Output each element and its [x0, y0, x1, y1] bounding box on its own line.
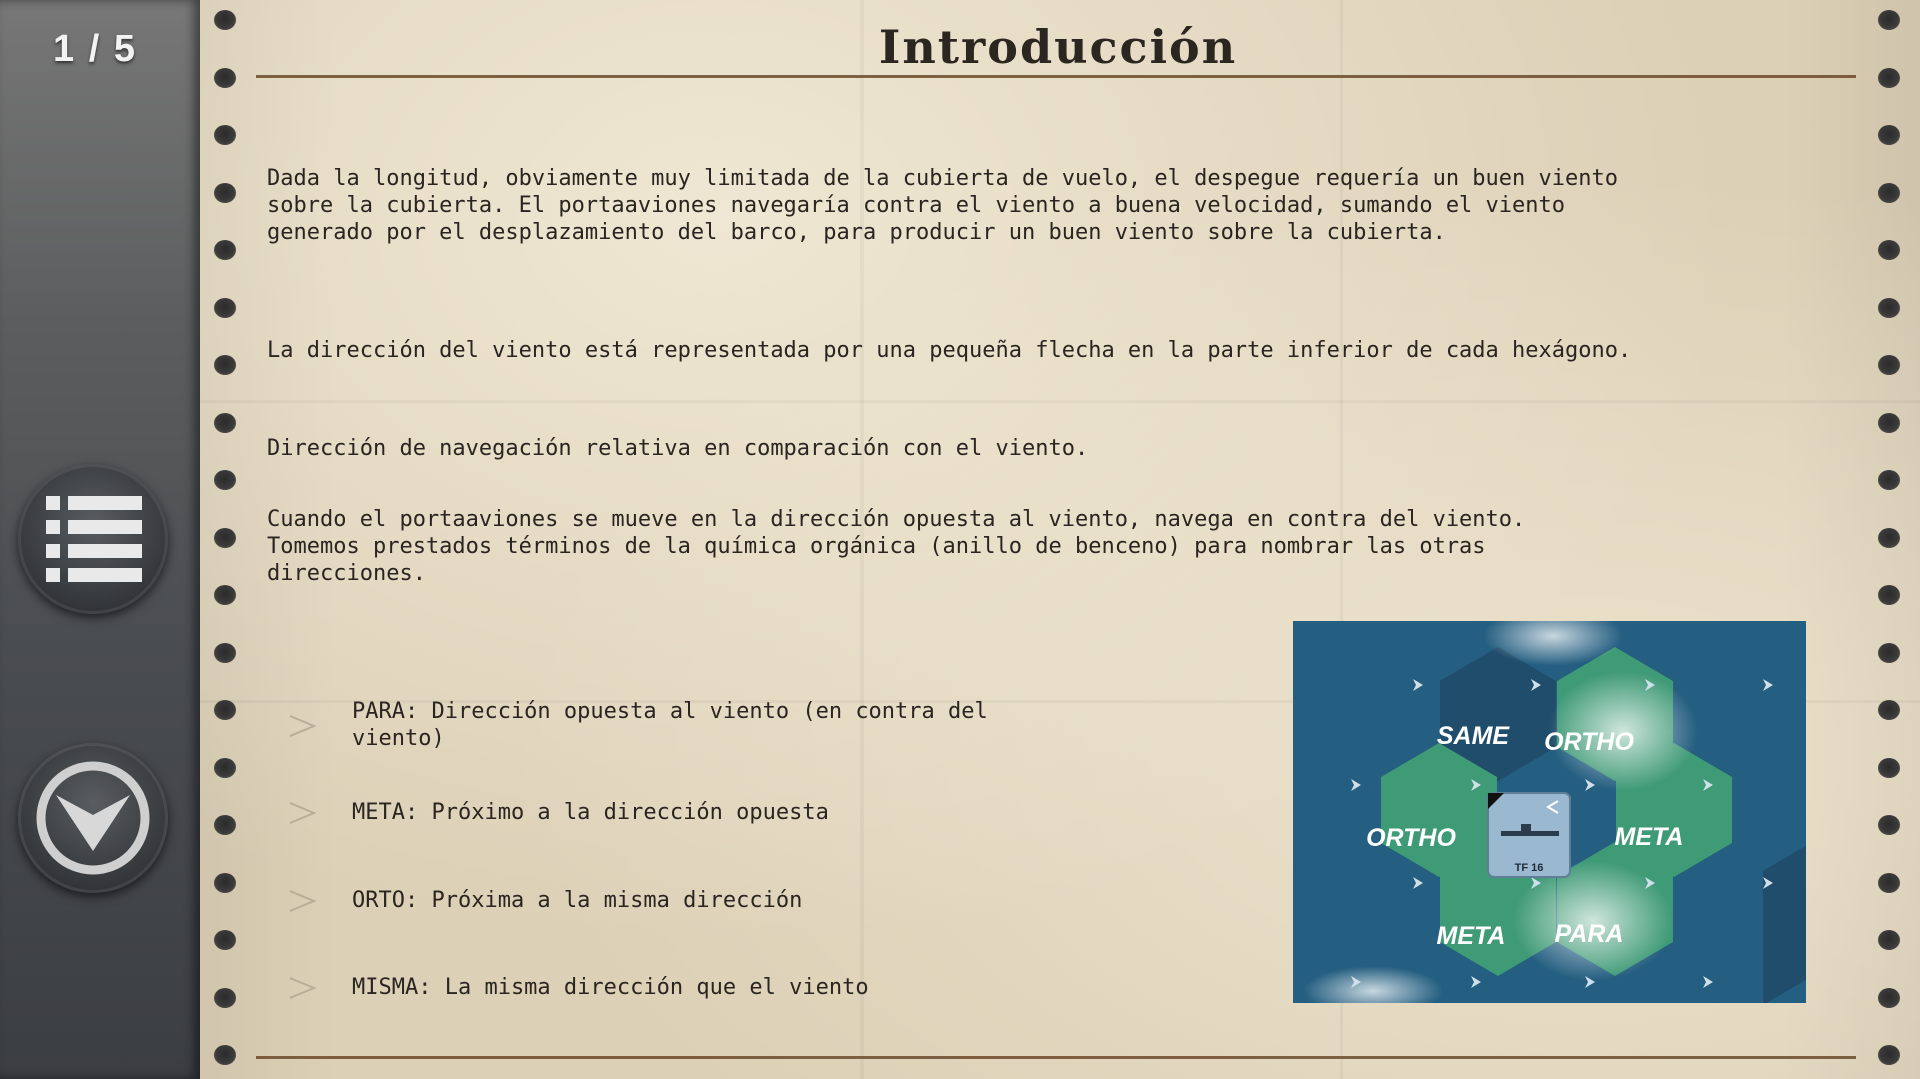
binder-holes-left: [214, 10, 240, 1070]
binder-hole: [214, 700, 236, 720]
bullet-orto: ORTO: Próxima a la misma dirección: [352, 888, 803, 913]
hex-label-meta-right: META: [1614, 823, 1684, 851]
binder-hole: [214, 10, 236, 30]
hex-label-ortho-top: ORTHO: [1544, 728, 1634, 756]
page-counter: 1 / 5: [53, 28, 137, 70]
paragraph-relative-direction: Dirección de navegación relativa en comparación con el viento.: [267, 436, 1089, 461]
binder-hole: [214, 183, 236, 203]
binder-hole: [1878, 930, 1900, 950]
hex-label-ortho-left: ORTHO: [1366, 824, 1456, 852]
binder-hole: [214, 68, 236, 88]
binder-hole: [214, 355, 236, 375]
binder-holes-right: [1878, 10, 1904, 1070]
unit-label: TF 16: [1514, 862, 1544, 874]
binder-hole: [1878, 10, 1900, 30]
binder-hole: [1878, 240, 1900, 260]
binder-hole: [214, 930, 236, 950]
binder-hole: [214, 585, 236, 605]
paragraph-naming: Cuando el portaaviones se mueve en la dirección opuesta al viento, navega en contra del viento. Tomemos prestados términos de la química orgánica (anillo de benceno) para nombrar las otras direcciones.: [267, 507, 1526, 586]
bottom-divider: [256, 1056, 1856, 1059]
binder-hole: [1878, 585, 1900, 605]
binder-hole: [214, 988, 236, 1008]
binder-hole: [214, 873, 236, 893]
binder-hole: [1878, 700, 1900, 720]
binder-hole: [1878, 528, 1900, 548]
paragraph-wind-arrow: La dirección del viento está representada por una pequeña flecha en la parte inferior de cada hexágono.: [267, 338, 1632, 363]
chevron-down-icon: [28, 753, 158, 883]
binder-hole: [214, 298, 236, 318]
list-menu-icon: [46, 494, 146, 584]
binder-hole: [214, 528, 236, 548]
sidebar: [0, 0, 200, 1079]
binder-hole: [214, 643, 236, 663]
binder-hole: [214, 758, 236, 778]
binder-hole: [1878, 125, 1900, 145]
hex-label-meta-bottom: META: [1436, 922, 1506, 950]
paragraph-takeoff: Dada la longitud, obviamente muy limitada de la cubierta de vuelo, el despegue requería un buen viento sobre la cubierta. El portaaviones navegaría contra el viento a buena velocidad, sumando el viento generado por el desplazamiento del barco, para producir un buen viento sobre la cubierta.: [267, 166, 1619, 245]
binder-hole: [1878, 1045, 1900, 1065]
binder-hole: [214, 815, 236, 835]
binder-hole: [1878, 643, 1900, 663]
hex-label-same: SAME: [1436, 722, 1510, 750]
title-divider: [256, 75, 1856, 78]
binder-hole: [214, 125, 236, 145]
bullet-para: PARA: Dirección opuesta al viento (en contra del viento): [352, 699, 988, 751]
bullet-meta: META: Próximo a la dirección opuesta: [352, 800, 829, 825]
bullet-arrow-icon: [287, 712, 317, 740]
next-page-button[interactable]: [18, 743, 168, 893]
binder-hole: [1878, 413, 1900, 433]
wind-direction-diagram: [1293, 621, 1806, 1003]
binder-hole: [1878, 68, 1900, 88]
hex-label-para: PARA: [1554, 920, 1624, 948]
binder-hole: [214, 240, 236, 260]
binder-hole: [1878, 355, 1900, 375]
binder-hole: [1878, 183, 1900, 203]
bullet-arrow-icon: [287, 887, 317, 915]
bullet-arrow-icon: [287, 974, 317, 1002]
binder-hole: [214, 413, 236, 433]
bullet-misma: MISMA: La misma dirección que el viento: [352, 975, 869, 1000]
binder-hole: [1878, 298, 1900, 318]
page-title: Introducción: [878, 20, 1238, 74]
binder-hole: [214, 1045, 236, 1065]
binder-hole: [1878, 873, 1900, 893]
binder-hole: [1878, 470, 1900, 490]
binder-hole: [1878, 815, 1900, 835]
menu-button[interactable]: [18, 464, 168, 614]
binder-hole: [1878, 988, 1900, 1008]
binder-hole: [1878, 758, 1900, 778]
binder-hole: [214, 470, 236, 490]
bullet-arrow-icon: [287, 799, 317, 827]
